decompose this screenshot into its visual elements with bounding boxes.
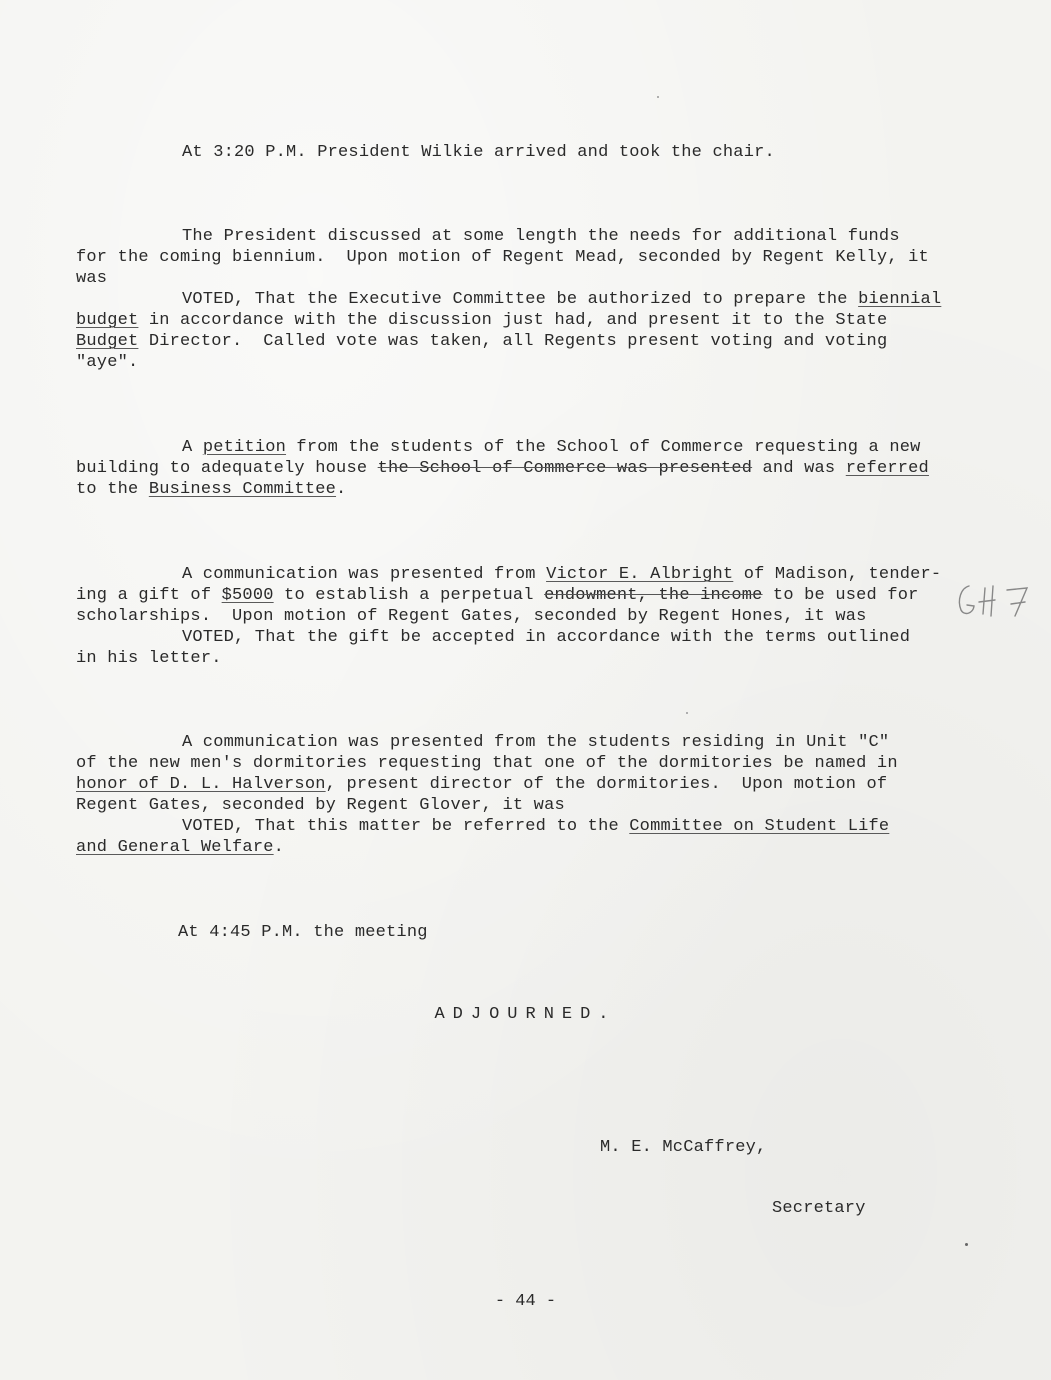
dormitory-vote-line-2: and General Welfare. <box>76 838 285 857</box>
dormitory-line-3: honor of D. L. Halverson, present director of the dormitories. Upon motion of <box>76 775 888 794</box>
dormitory-vote-line-1: VOTED, That this matter be referred to the Committee on Student Life <box>182 817 890 836</box>
scan-speck <box>686 712 688 714</box>
gift-vote-line-2: in his letter. <box>76 649 222 668</box>
budget-vote-line-1: VOTED, That the Executive Committee be authorized to prepare the biennial <box>182 290 942 309</box>
meeting-end-line: At 4:45 P.M. the meeting <box>178 923 428 942</box>
budget-paragraph-line-2: for the coming biennium. Upon motion of Regent Mead, seconded by Regent Kelly, it <box>76 248 929 267</box>
arrival-line: At 3:20 P.M. President Wilkie arrived and took the chair. <box>182 143 775 162</box>
scan-speck <box>965 1243 968 1246</box>
petition-line-1: A petition from the students of the School of Commerce requesting a new <box>182 438 921 457</box>
petition-line-2: building to adequately house the School of Commerce was presented and was referred <box>76 459 929 478</box>
budget-paragraph-line-3: was <box>76 269 108 288</box>
adjourned-heading: ADJOURNED. <box>434 1005 617 1024</box>
gift-line-2: ing a gift of $5000 to establish a perpetual endowment, the income to be used for <box>76 586 919 605</box>
handwritten-margin-note <box>955 578 1035 622</box>
secretary-name: M. E. McCaffrey, <box>600 1138 767 1157</box>
scan-speck <box>657 96 659 98</box>
secretary-title: Secretary <box>772 1199 866 1218</box>
dormitory-line-2: of the new men's dormitories requesting that one of the dormitories be named in <box>76 754 898 773</box>
petition-line-3: to the Business Committee. <box>76 480 347 499</box>
budget-vote-line-2: budget in accordance with the discussion just had, and present it to the State <box>76 311 888 330</box>
gift-line-1: A communication was presented from Victor E. Albright of Madison, tender- <box>182 565 942 584</box>
gift-line-3: scholarships. Upon motion of Regent Gates, seconded by Regent Hones, it was <box>76 607 867 626</box>
budget-vote-line-4: "aye". <box>76 353 139 372</box>
budget-paragraph-line-1: The President discussed at some length the needs for additional funds <box>182 227 900 246</box>
budget-vote-line-3: Budget Director. Called vote was taken, all Regents present voting and voting <box>76 332 888 351</box>
dormitory-line-1: A communication was presented from the students residing in Unit "C" <box>182 733 890 752</box>
dormitory-line-4: Regent Gates, seconded by Regent Glover, it was <box>76 796 565 815</box>
gift-vote-line-1: VOTED, That the gift be accepted in accordance with the terms outlined <box>182 628 911 647</box>
page-number: - 44 - <box>494 1292 557 1311</box>
